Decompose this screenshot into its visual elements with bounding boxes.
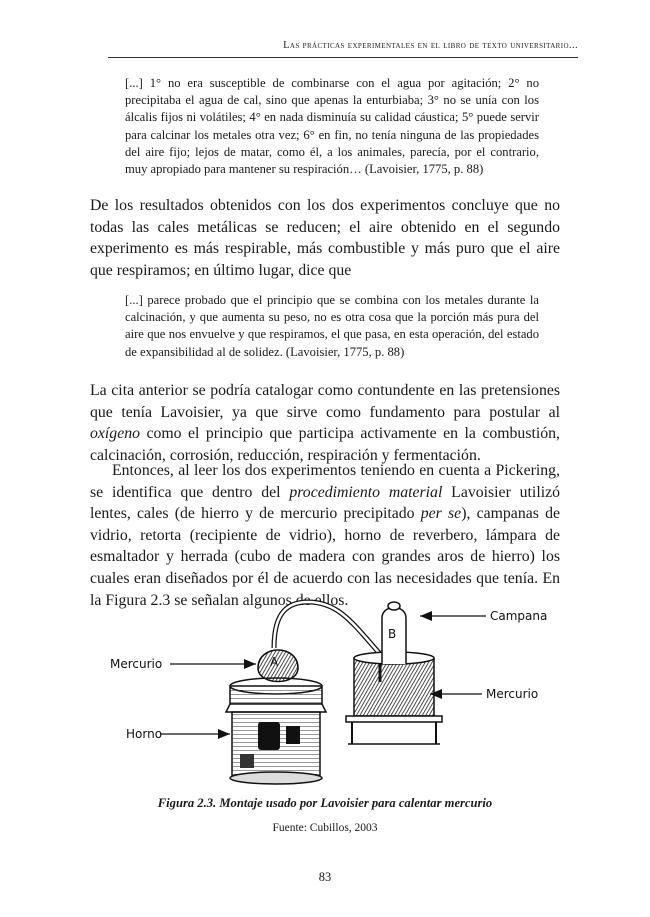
annotation-mercurio-right <box>430 687 538 701</box>
paragraph-2-text-end: como el principio que participa activamente en la combustión, calcinación, corrosión, reducción, respiración y fermentación. <box>90 425 560 464</box>
figure-caption: Figura 2.3. Montaje usado por Lavoisier para calentar mercurio <box>157 796 493 810</box>
figure-apparatus <box>90 594 560 794</box>
header-rule <box>108 57 578 58</box>
emphasis-per-se: per se <box>420 505 462 523</box>
paragraph-2-text: La cita anterior se podría catalogar como contundente en las pretensiones que tenía Lavoisier, ya que sirve como fundamento para postular al <box>90 382 560 421</box>
page-number: 83 <box>318 870 332 884</box>
annotation-mercurio-left <box>110 657 256 671</box>
paragraph-2 <box>90 380 560 466</box>
block-quote-1: [...] 1° no era susceptible de combinarse con el agua por agitación; 2° no precipitaba el agua de cal, sino que apenas la enturbiaba; 3° no se unía con los álcalis fijos ni volátiles; 4° en nada disminuía su calidad cáustica; 5° puede servir para calcinar los metales otra vez; 6° en fin, no tenía ninguna de las propiedades del aire fijo; lejos de matar, como él, a los animales, parecía, por el contrario, muy apropiado para mantener su respiración… (Lavoisier, 1775, p. 88) <box>125 76 539 177</box>
paragraph-3-part1: Entonces, al leer los dos experimentos teniendo en cuenta a Pickering, se identifica que dentro del <box>90 462 560 501</box>
paragraph-1: De los resultados obtenidos con los dos experimentos concluye que no todas las cales metálicas se reducen; el aire obtenido en el segundo experimento es más respirable, más combustible y más puro que el aire que respiramos; en último lugar, dice que <box>90 197 560 279</box>
label-mercurio-left: Mercurio <box>110 657 163 671</box>
paragraph-3-part3: ), campanas de vidrio, retorta (recipiente de vidrio), horno de reverbero, lámpara de esmaltador y herrada (cubo de madera con grandes aros de hierro) los cuales eran diseñados por él de acuerdo con las necesidades que tenía. En la Figura 2.3 se señalan algunos de ellos. <box>90 505 560 609</box>
furnace-drawing <box>226 678 326 784</box>
bell-jar-drawing <box>346 602 442 744</box>
label-campana: Campana <box>490 609 548 623</box>
annotation-horno <box>126 727 230 741</box>
apparatus-illustration <box>90 594 560 794</box>
figure-source: Fuente: Cubillos, 2003 <box>272 822 378 834</box>
running-head: Las prácticas experimentales en el libro de texto universitario... <box>283 40 578 51</box>
emphasis-oxigeno: oxígeno <box>90 425 141 443</box>
letter-b: B <box>388 627 397 641</box>
label-horno: Horno <box>126 727 163 741</box>
paragraph-3 <box>90 460 560 611</box>
block-quote-2: [...] parece probado que el principio que se combina con los metales durante la calcinación, y que aumenta su peso, no es otra cosa que la porción más pura del aire que nos envuelve y que respiramos, el que pasa, en esta operación, del estado de expansibilidad al de solidez. (Lavoisier, 1775, p. 88) <box>125 293 539 359</box>
annotation-campana <box>420 609 547 623</box>
letter-a: A <box>270 655 279 669</box>
label-mercurio-right: Mercurio <box>486 687 539 701</box>
paragraph-3-part2: Lavoisier utilizó lentes, cales (de hierro y de mercurio precipitado <box>90 483 561 523</box>
emphasis-procedimiento: procedimiento material <box>289 483 443 501</box>
